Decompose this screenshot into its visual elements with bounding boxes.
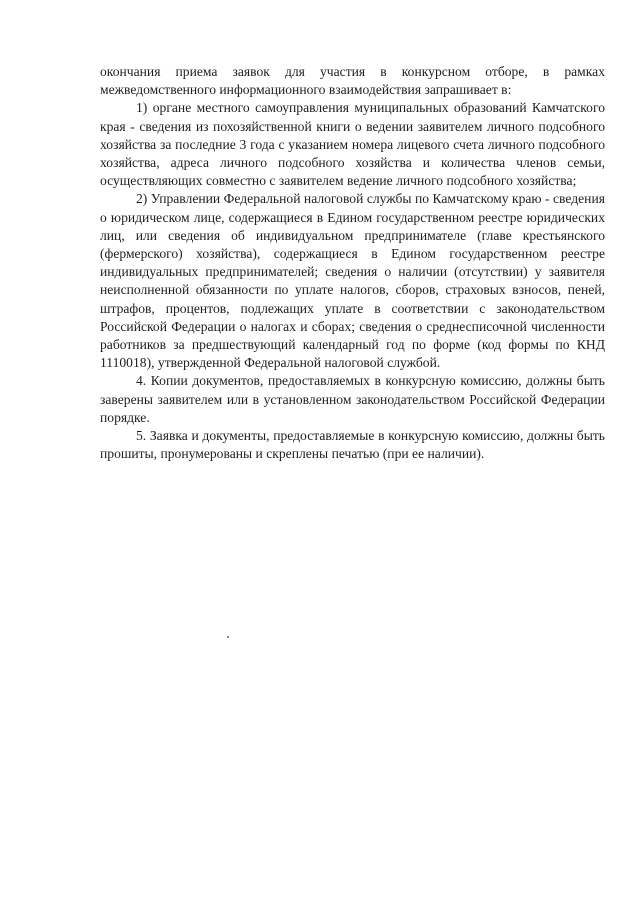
paragraph-intro: окончания приема заявок для участия в конкурсном отборе, в рамках межведомственного информационного взаимодействия запрашивает в: xyxy=(100,64,605,98)
paragraph-item-1: 1) органе местного самоуправления муниципальных образований Камчатского края - сведения из похозяйственной книги о ведении заявителем личного подсобного хозяйства за последние 3 года с указанием номера лицевого счета личного подсобного хозяйства, адреса личного подсобного хозяйства и количества членов семьи, осуществляющих совместно с заявителем ведение личного подсобного хозяйства; xyxy=(100,100,605,189)
paragraph-item-4: 4. Копии документов, предоставляемых в конкурсную комиссию, должны быть заверены заявителем или в установленном законодательством Российской Федерации порядке. xyxy=(100,373,605,425)
scan-speck xyxy=(227,636,229,638)
paragraph-item-5: 5. Заявка и документы, предоставляемые в конкурсную комиссию, должны быть прошиты, пронумерованы и скреплены печатью (при ее наличии). xyxy=(100,428,605,462)
document-body xyxy=(100,63,605,463)
paragraph-item-2: 2) Управлении Федеральной налоговой службы по Камчатскому краю - сведения о юридическом лице, содержащиеся в Едином государственном реестре юридических лиц, или сведения об индивидуальном предпринимателе (главе крестьянского (фермерского) хозяйства), содержащиеся в Едином государственном реестре индивидуальных предпринимателей; сведения о наличии (отсутствии) у заявителя неисполненной обязанности по уплате налогов, сборов, страховых взносов, пеней, штрафов, процентов, подлежащих уплате в соответствии с законодательством Российской Федерации о налогах и сборах; сведения о среднесписочной численности работников за предшествующий календарный год по форме (код формы по КНД 1110018), утвержденной Федеральной налоговой службой. xyxy=(100,191,605,371)
